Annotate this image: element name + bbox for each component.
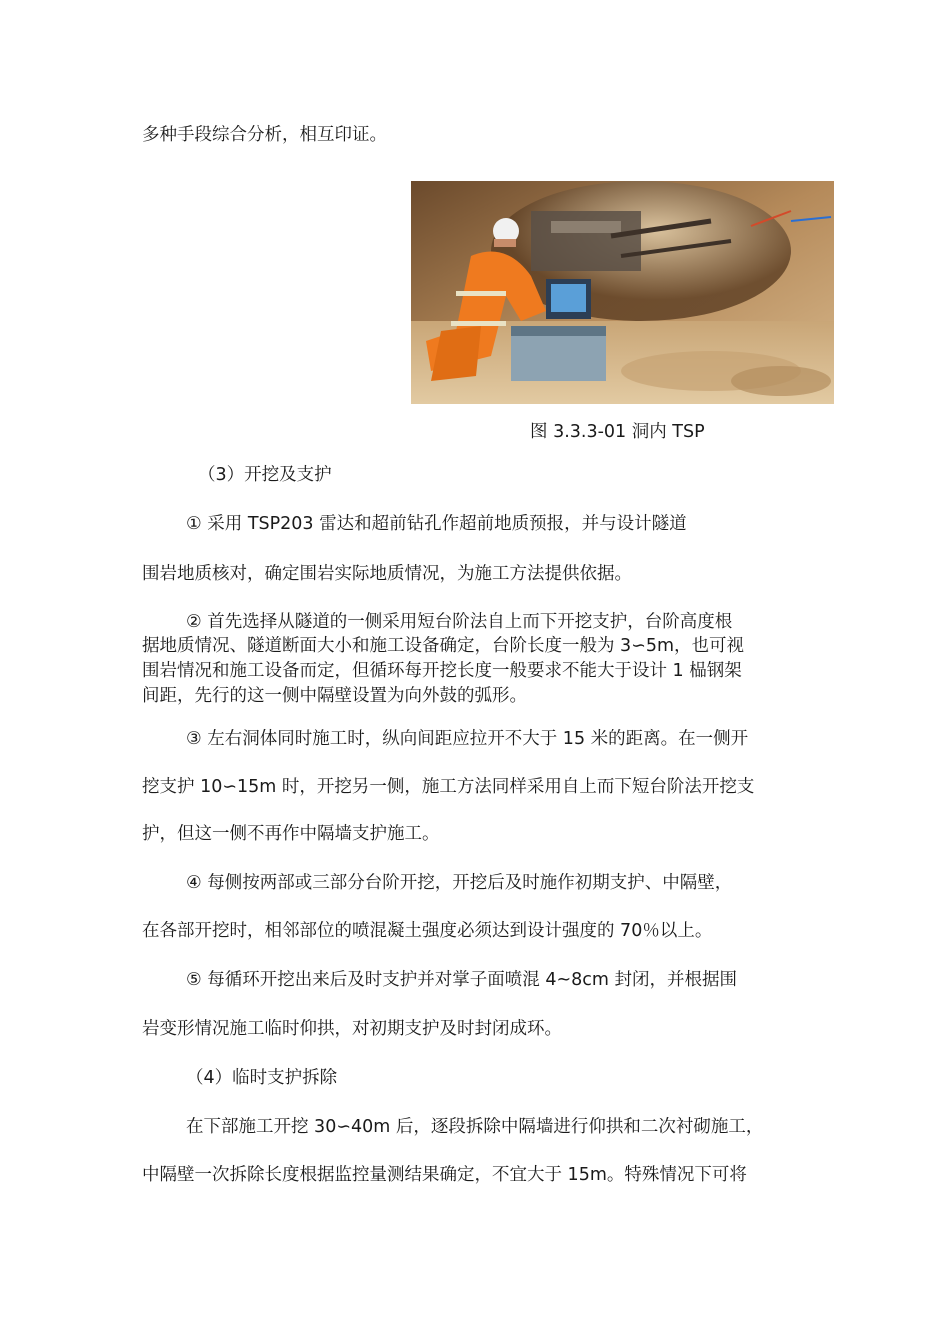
section-heading-4: （4）临时支护拆除 xyxy=(186,1068,338,1088)
intro-tail-text: 多种手段综合分析，相互印证。 xyxy=(142,125,387,145)
para5-line2: 岩变形情况施工临时仰拱，对初期支护及时封闭成环。 xyxy=(142,1019,562,1039)
para4-line2: 在各部开挖时，相邻部位的喷混凝土强度必须达到设计强度的 70％以上。 xyxy=(142,921,713,941)
para2-line4: 间距，先行的这一侧中隔壁设置为向外鼓的弧形。 xyxy=(142,686,527,706)
para6-line1: 在下部施工开挖 30∽40m 后，逐段拆除中隔墙进行仰拱和二次衬砌施工， xyxy=(186,1117,764,1137)
section-heading-3: （3）开挖及支护 xyxy=(198,465,332,485)
para3-line3: 护，但这一侧不再作中隔墙支护施工。 xyxy=(142,824,440,844)
tunnel-tsp-photo xyxy=(411,181,834,404)
figure-caption: 图 3.3.3-01 洞内 TSP xyxy=(530,422,705,442)
para4-line1: ④ 每侧按两部或三部分台阶开挖，开挖后及时施作初期支护、中隔壁， xyxy=(186,873,733,893)
para2-line2: 据地质情况、隧道断面大小和施工设备确定，台阶长度一般为 3∽5m，也可视 xyxy=(142,636,745,656)
para1-line2: 围岩地质核对，确定围岩实际地质情况，为施工方法提供依据。 xyxy=(142,564,632,584)
para5-line1: ⑤ 每循环开挖出来后及时支护并对掌子面喷混 4~8cm 封闭，并根据围 xyxy=(186,970,737,990)
para1-line1: ① 采用 TSP203 雷达和超前钻孔作超前地质预报，并与设计隧道 xyxy=(186,514,687,534)
para6-line2: 中隔壁一次拆除长度根据监控量测结果确定，不宜大于 15m。特殊情况下可将 xyxy=(142,1165,747,1185)
para2-line1: ② 首先选择从隧道的一侧采用短台阶法自上而下开挖支护，台阶高度根 xyxy=(186,612,733,632)
para3-line1: ③ 左右洞体同时施工时，纵向间距应拉开不大于 15 米的距离。在一侧开 xyxy=(186,729,749,749)
para3-line2: 挖支护 10∽15m 时，开挖另一侧，施工方法同样采用自上而下短台阶法开挖支 xyxy=(142,777,755,797)
para2-line3: 围岩情况和施工设备而定，但循环每开挖长度一般要求不能大于设计 1 榀钢架 xyxy=(142,661,742,681)
